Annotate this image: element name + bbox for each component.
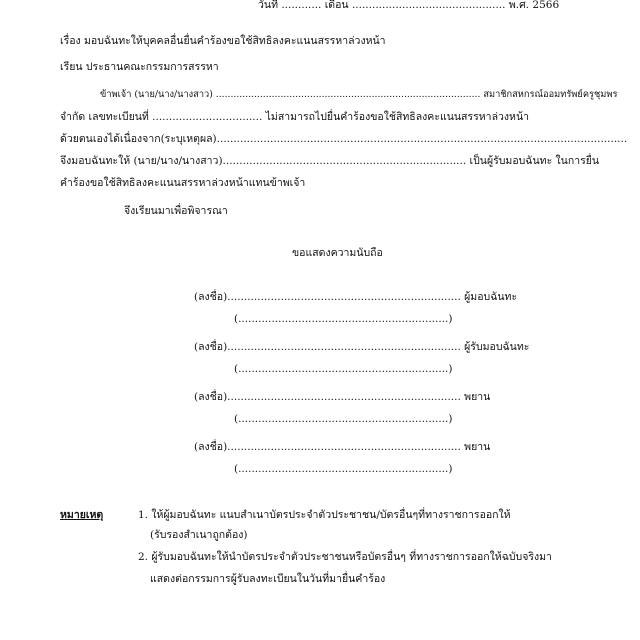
signature-name-grantor: (...............................................................): [234, 313, 453, 325]
note-item-2-cont: แสดงต่อกรรมการผู้รับลงทะเบียนในวันที่มายื่นคำร้อง: [150, 573, 386, 585]
body-line-5: คำร้องขอใช้สิทธิลงคะแนนสรรหาล่วงหน้าแทนข้าพเจ้า: [60, 177, 306, 189]
salutation-line: เรียน ประธานคณะกรรมการสรรหา: [60, 61, 219, 73]
body-line-3: ด้วยตนเองได้เนื่องจาก(ระบุเหตุผล)...........................................................................................................................: [60, 133, 628, 145]
notes-heading: หมายเหตุ: [60, 509, 104, 521]
signature-name-grantee: (...............................................................): [234, 363, 453, 375]
signature-line-grantor: (ลงชื่อ)...................................................................... ผู้มอบฉันทะ: [194, 291, 518, 303]
closing-line: จึงเรียนมาเพื่อพิจารณา: [124, 205, 228, 217]
signature-line-witness-1: (ลงชื่อ)...................................................................... พยาน: [194, 391, 491, 403]
signature-name-witness-2: (...............................................................): [234, 463, 453, 475]
body-line-4: จึงมอบฉันทะให้ (นาย/นาง/นางสาว)......................................................................... เป็นผู้รับมอบฉันทะ ในการยื่น: [60, 155, 600, 167]
body-line-1: ข้าพเจ้า (นาย/นาง/นางสาว) .......................................................................................... สมาชิกสหกรณ์ออมทรัพย์ครูชุมพร: [100, 89, 618, 100]
date-line: วันที่ ............ เดือน .............................................. พ.ศ. 2566: [258, 0, 560, 11]
certify-line: ขอแสดงความนับถือ: [292, 247, 383, 259]
body-line-2: จำกัด เลขทะเบียนที่ ................................. ไม่สามารถไปยื่นคำร้องขอใช้สิทธิลงคะแนนสรรหาล่วงหน้า: [60, 111, 530, 123]
note-item-1-cont: (รับรองสำเนาถูกต้อง): [150, 529, 248, 541]
signature-line-grantee: (ลงชื่อ)...................................................................... ผู้รับมอบฉันทะ: [194, 341, 530, 353]
subject-line: เรื่อง มอบฉันทะให้บุคคลอื่นยื่นคำร้องขอใช้สิทธิลงคะแนนสรรหาล่วงหน้า: [60, 35, 386, 47]
signature-line-witness-2: (ลงชื่อ)...................................................................... พยาน: [194, 441, 491, 453]
note-item-2: 2. ผู้รับมอบฉันทะให้นำบัตรประจำตัวประชาชนหรือบัตรอื่นๆ ที่ทางราชการออกให้ฉบับจริงมา: [138, 551, 552, 563]
note-item-1: 1. ให้ผู้มอบฉันทะ แนบสำเนาบัตรประจำตัวประชาชน/บัตรอื่นๆที่ทางราชการออกให้: [138, 509, 511, 521]
signature-name-witness-1: (...............................................................): [234, 413, 453, 425]
